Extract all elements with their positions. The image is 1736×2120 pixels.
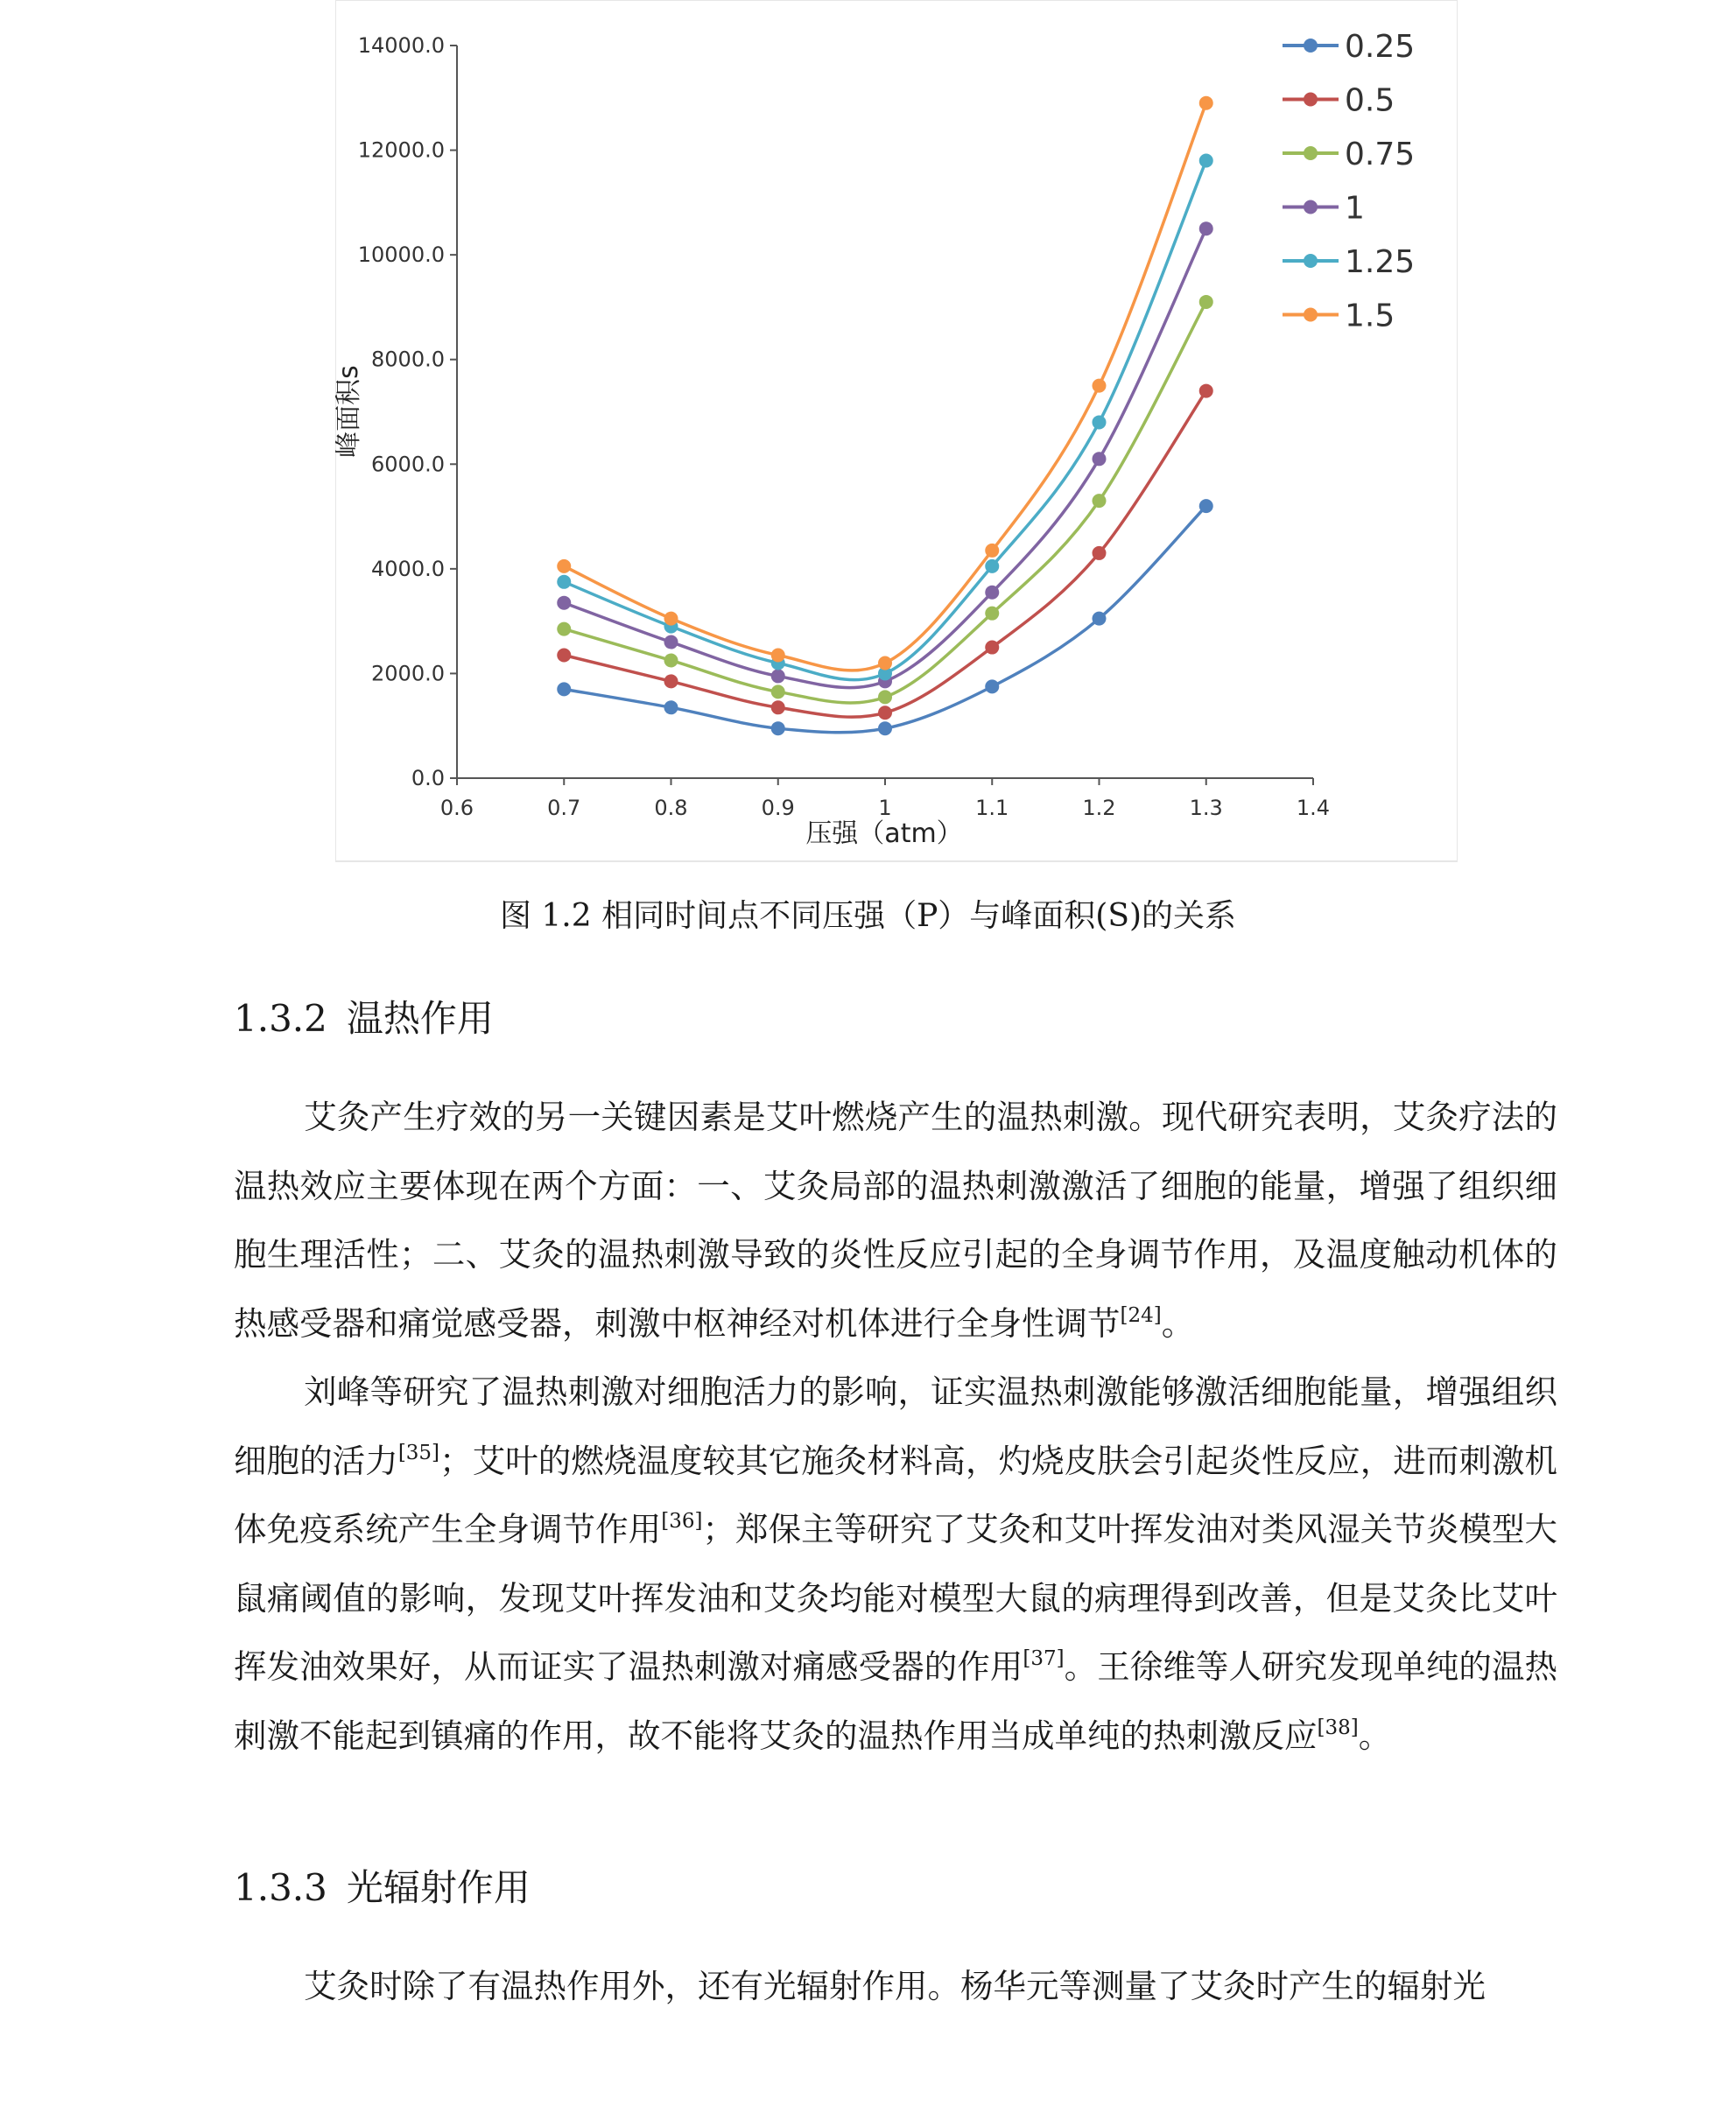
- data-point: [557, 559, 571, 573]
- legend-label: 1: [1345, 190, 1365, 227]
- x-tick-label: 1.3: [1189, 796, 1223, 820]
- paragraph-text: 。王徐维等人研究发现单纯的温热刺激不能起到镇痛的作用，故不能将艾灸的温热作用当成单纯的热刺激反应: [234, 1647, 1558, 1755]
- y-tick-label: 14000.0: [357, 33, 445, 58]
- y-tick-label: 0.0: [411, 766, 445, 790]
- legend-marker: [1304, 39, 1318, 53]
- data-point: [985, 544, 999, 558]
- citation-24[interactable]: [24]: [1120, 1303, 1162, 1327]
- data-point: [664, 700, 678, 714]
- legend-label: 1.5: [1345, 298, 1395, 334]
- x-tick-label: 0.6: [439, 796, 474, 820]
- data-point: [771, 700, 785, 714]
- data-point: [878, 656, 892, 670]
- x-tick-label: 0.8: [654, 796, 688, 820]
- data-point: [985, 586, 999, 600]
- paragraph-text: 刘峰等研究了温热刺激对细胞活力的影响，证实温热刺激能够激活细胞能量，增强组织细胞的活力: [234, 1372, 1557, 1480]
- data-point: [771, 721, 785, 735]
- paragraph-text: 艾灸产生疗效的另一关键因素是艾叶燃烧产生的温热刺激。现代研究表明，艾灸疗法的温热效应主要体现在两个方面：一、艾灸局部的温热刺激激活了细胞的能量，增强了组织细胞生理活性；二、艾灸的温热刺激导致的炎性反应引起的全身调节作用，及温度触动机体的热感受器和痛觉感受器，刺激中枢神经对机体进行全身性调节: [234, 1098, 1557, 1343]
- data-point: [771, 684, 785, 698]
- data-point: [557, 682, 571, 696]
- data-point: [1093, 452, 1107, 466]
- paragraph-end: 。: [1358, 1716, 1392, 1755]
- paragraph-end: 。: [1161, 1303, 1195, 1343]
- data-point: [1199, 499, 1213, 513]
- data-point: [557, 596, 571, 610]
- data-point: [985, 607, 999, 621]
- y-tick-label: 4000.0: [371, 556, 445, 581]
- data-point: [1199, 154, 1213, 168]
- y-tick-label: 10000.0: [357, 242, 445, 268]
- figure-caption: 图 1.2 相同时间点不同压强（P）与峰面积(S)的关系: [499, 898, 1237, 934]
- data-point: [1199, 221, 1213, 235]
- legend-label: 0.5: [1345, 82, 1395, 119]
- data-point: [1199, 295, 1213, 309]
- data-point: [1199, 384, 1213, 398]
- x-tick-label: 1.2: [1082, 796, 1116, 820]
- paragraph-text: 艾灸时除了有温热作用外，还有光辐射作用。杨华元等测量了艾灸时产生的辐射光: [304, 1967, 1486, 2005]
- legend-marker: [1304, 200, 1318, 214]
- citation-37[interactable]: [37]: [1023, 1647, 1065, 1670]
- data-point: [985, 559, 999, 573]
- paragraph-text: ；郑保主等研究了艾灸和艾叶挥发油对类风湿关节炎模型大鼠痛阈值的影响，发现艾叶挥发油和艾灸均能对模型大鼠的病理得到改善，但是艾灸比艾叶挥发油效果好，从而证实了温热刺激对痛感受器的作用: [234, 1510, 1557, 1686]
- data-point: [878, 690, 892, 704]
- data-point: [664, 612, 678, 626]
- data-point: [664, 653, 678, 667]
- data-point: [557, 649, 571, 663]
- y-tick-label: 8000.0: [371, 347, 445, 372]
- legend-label: 0.75: [1345, 137, 1416, 172]
- y-tick-label: 6000.0: [371, 452, 445, 477]
- section-number: 1.3.2: [234, 997, 327, 1040]
- legend-label: 0.25: [1345, 29, 1416, 65]
- section-number: 1.3.3: [234, 1866, 327, 1909]
- data-point: [1093, 494, 1107, 508]
- legend-marker: [1304, 254, 1318, 268]
- x-tick-label: 1.1: [975, 796, 1009, 820]
- citation-35[interactable]: [35]: [397, 1441, 440, 1464]
- data-point: [771, 649, 785, 663]
- data-point: [985, 641, 999, 655]
- citation-38[interactable]: [38]: [1317, 1716, 1359, 1739]
- x-tick-label: 1.4: [1296, 796, 1331, 820]
- x-tick-label: 1: [878, 796, 892, 820]
- legend-marker: [1304, 146, 1318, 160]
- paragraph-text: ；艾叶的燃烧温度较其它施灸材料高，灼烧皮肤会引起炎性反应，进而刺激机体免疫系统产生全身调节作用: [234, 1441, 1558, 1548]
- data-point: [985, 679, 999, 693]
- chart-frame: [335, 0, 1458, 861]
- legend-marker: [1304, 93, 1318, 107]
- figure-peak-area-vs-pressure: [335, 0, 1458, 863]
- paragraph-1: [234, 1083, 1557, 1358]
- section-heading-1-3-3: [234, 1864, 531, 1913]
- x-axis-label: 压强（atm）: [805, 818, 963, 849]
- data-point: [1093, 379, 1107, 393]
- legend-label: 1.25: [1345, 244, 1416, 280]
- section-title: 光辐射作用: [346, 1866, 531, 1909]
- data-point: [878, 721, 892, 735]
- x-tick-label: 0.7: [547, 796, 581, 820]
- section-title: 温热作用: [346, 997, 494, 1040]
- x-tick-label: 0.9: [761, 796, 795, 820]
- citation-36[interactable]: [36]: [661, 1510, 703, 1533]
- data-point: [557, 575, 571, 589]
- section-heading-1-3-2: [234, 994, 494, 1043]
- data-point: [771, 669, 785, 683]
- paragraph-2: [234, 1358, 1557, 1770]
- y-tick-label: 12000.0: [357, 137, 445, 163]
- data-point: [664, 635, 678, 649]
- legend-marker: [1304, 308, 1318, 322]
- y-tick-label: 2000.0: [371, 661, 445, 686]
- data-point: [1093, 415, 1107, 429]
- data-point: [1199, 96, 1213, 110]
- line-chart: [335, 0, 1458, 863]
- paragraph-3: [234, 1952, 1557, 2021]
- data-point: [664, 674, 678, 688]
- data-point: [557, 622, 571, 636]
- data-point: [878, 705, 892, 720]
- y-axis-label: 峰面积s: [335, 365, 364, 458]
- data-point: [1093, 546, 1107, 560]
- data-point: [1093, 612, 1107, 626]
